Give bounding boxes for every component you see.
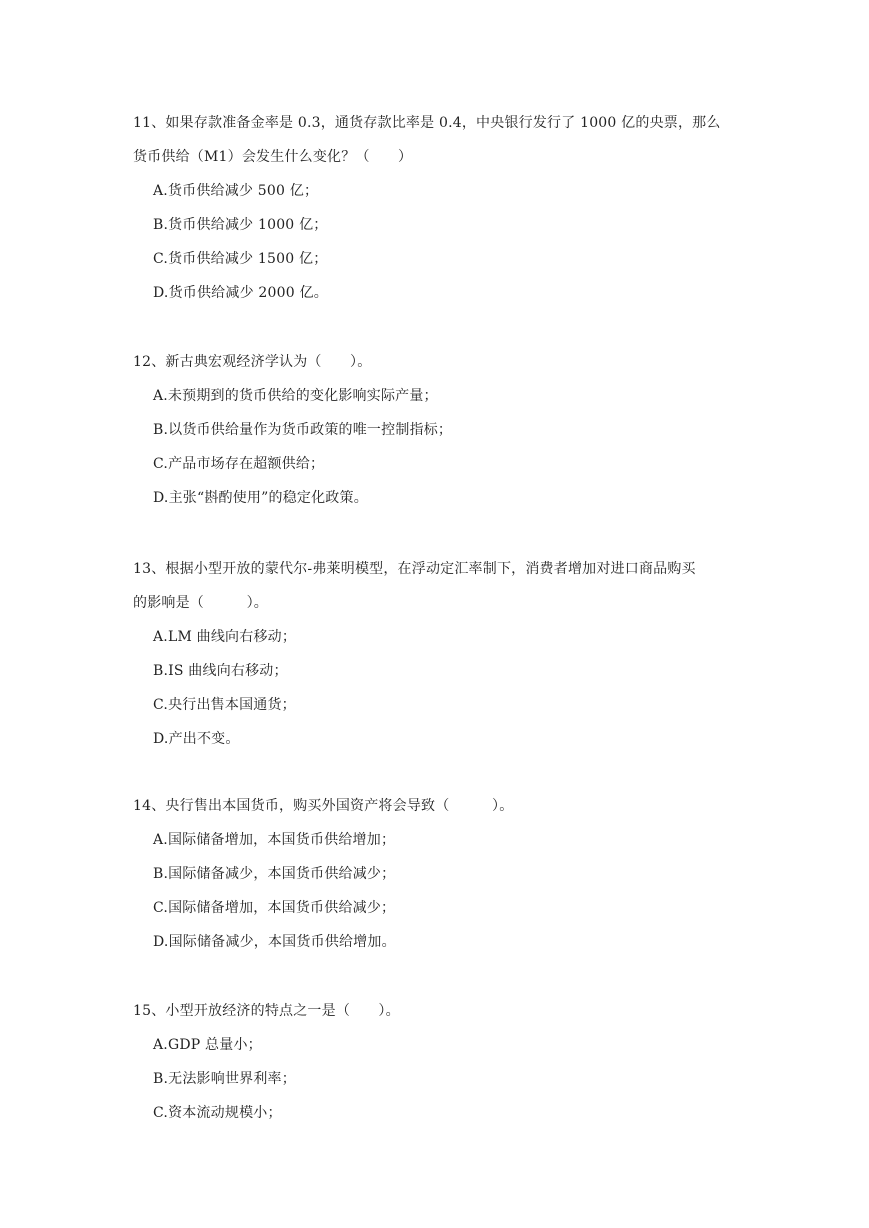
question-11 [133,106,753,310]
option-list [133,620,753,756]
option-list [133,174,753,310]
option-b: B.无法影响世界利率； [153,1071,296,1087]
option-d: D.国际储备减少，本国货币供给增加。 [153,934,396,950]
option-a: A.LM 曲线向右移动； [153,629,297,645]
option-d: D.货币供给减少 2000 亿。 [153,285,328,301]
question-stem: 14、央行售出本国货币，购买外国资产将会导致（ ）。 [133,798,514,814]
option-list [133,379,753,515]
option-c: C.货币供给减少 1500 亿； [153,251,328,267]
option-d: D.产出不变。 [153,731,240,747]
option-a: A.国际储备增加，本国货币供给增加； [153,832,396,848]
question-stem: 12、新古典宏观经济学认为（ ）。 [133,354,372,370]
question-stem: 11、如果存款准备金率是 0.3，通货存款比率是 0.4，中央银行发行了 1000 亿的央票，那么 [133,115,721,131]
option-b: B.以货币供给量作为货币政策的唯一控制指标； [153,422,453,438]
question-stem: 13、根据小型开放的蒙代尔-弗莱明模型，在浮动定汇率制下，消费者增加对进口商品购买 [133,561,696,577]
question-13 [133,552,753,756]
option-d: D.主张“斟酌使用”的稳定化政策。 [153,490,368,506]
option-b: B.IS 曲线向右移动； [153,663,288,679]
question-stem: 货币供给（M1）会发生什么变化？（ ） [133,149,413,165]
option-c: C.产品市场存在超额供给； [153,456,325,472]
option-b: B.国际储备减少，本国货币供给减少； [153,866,396,882]
question-15 [133,994,753,1130]
option-a: A.货币供给减少 500 亿； [153,183,319,199]
question-14 [133,789,753,959]
option-list [133,1028,753,1130]
question-12 [133,345,753,515]
option-list [133,823,753,959]
option-a: A.未预期到的货币供给的变化影响实际产量； [153,388,438,404]
option-c: C.国际储备增加，本国货币供给减少； [153,900,396,916]
question-stem: 15、小型开放经济的特点之一是（ ）。 [133,1003,400,1019]
option-b: B.货币供给减少 1000 亿； [153,217,328,233]
option-a: A.GDP 总量小； [153,1037,262,1053]
question-stem: 的影响是（ ）。 [133,595,268,611]
option-c: C.央行出售本国通货； [153,697,296,713]
option-c: C.资本流动规模小； [153,1105,282,1121]
